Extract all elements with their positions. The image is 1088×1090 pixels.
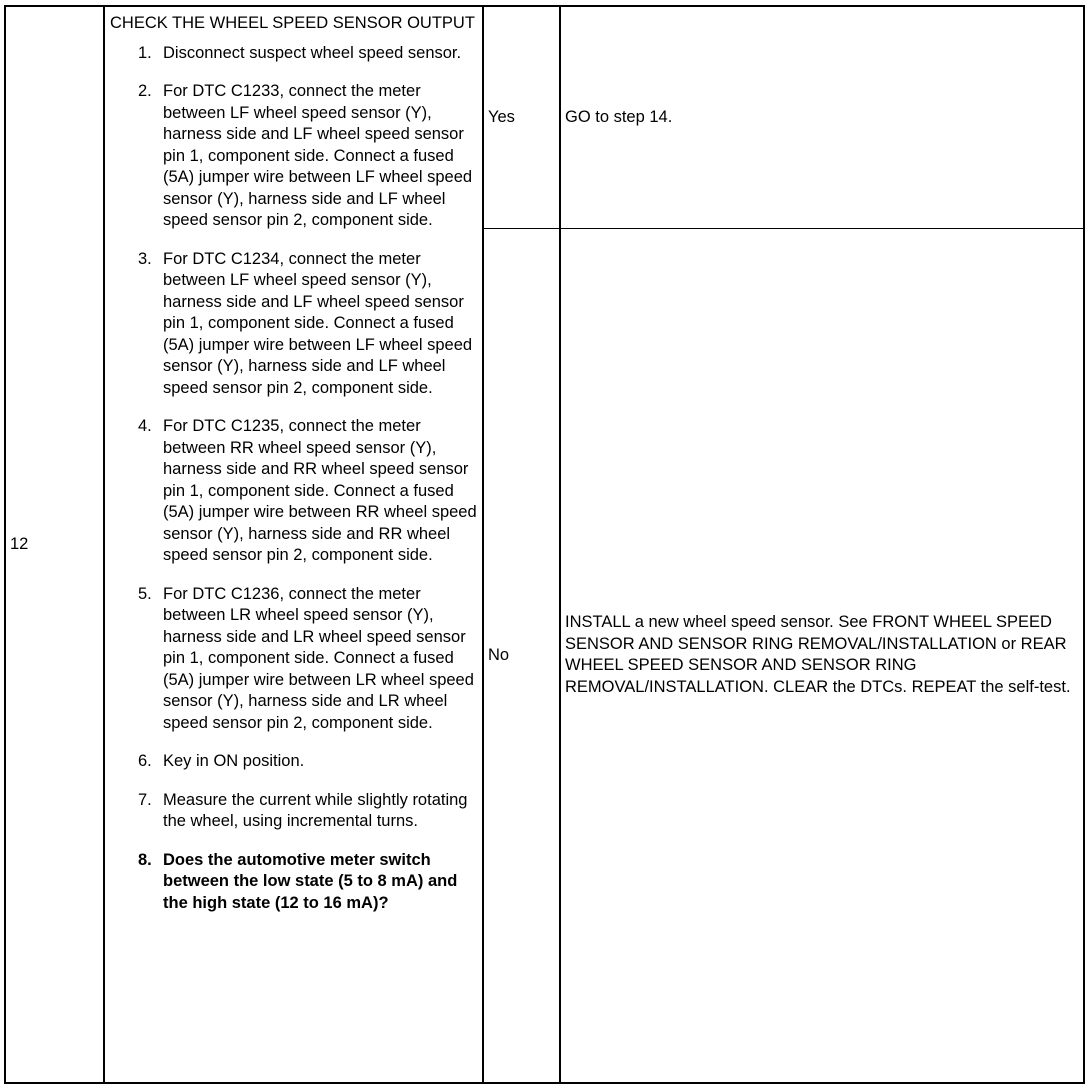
result-no-label: No	[488, 645, 510, 664]
step-title: CHECK THE WHEEL SPEED SENSOR OUTPUT	[110, 14, 475, 32]
action-item-5: 5. For DTC C1236, connect the meter between LR wheel speed sensor (Y), harness side and LR wheel speed sensor pin 1, component side. Connect a fused (5A) jumper wire between LR wheel speed sensor (Y), harness side and LR wheel speed sensor pin 2, component side.	[138, 584, 474, 732]
action-text: For DTC C1235, connect the meter between RR wheel speed sensor (Y), harness side and RR wheel speed sensor pin 1, component side. Connect a fused (5A) jumper wire between RR wheel speed sensor (Y), harness side and RR wheel speed sensor pin 2, component side.	[163, 417, 477, 564]
action-item-4: 4. For DTC C1235, connect the meter between RR wheel speed sensor (Y), harness side and RR wheel speed sensor pin 1, component side. Connect a fused (5A) jumper wire between RR wheel speed sensor (Y), harness side and RR wheel speed sensor pin 2, component side.	[138, 417, 477, 564]
action-item-6: 6. Key in ON position.	[138, 752, 305, 770]
action-item-8-question: 8. Does the automotive meter switch between the low state (5 to 8 mA) and the high state (12 to 16 mA)?	[138, 850, 458, 912]
action-list	[110, 43, 478, 915]
diagnostic-procedure-table	[4, 5, 1085, 1084]
action-text: Measure the current while slightly rotating the wheel, using incremental turns.	[163, 790, 468, 830]
step-number-cell	[5, 6, 104, 1083]
action-item-3: 3. For DTC C1234, connect the meter between LF wheel speed sensor (Y), harness side and LF wheel speed sensor pin 1, component side. Connect a fused (5A) jumper wire between LF wheel speed sensor (Y), harness side and LF wheel speed sensor pin 2, component side.	[138, 249, 473, 397]
action-text: For DTC C1233, connect the meter between LF wheel speed sensor (Y), harness side and LF wheel speed sensor pin 1, component side. Connect a fused (5A) jumper wire between LF wheel speed sensor (Y), harness side and LF wheel speed sensor pin 2, component side.	[163, 82, 473, 229]
result-yes-label: Yes	[488, 107, 515, 126]
result-yes-action: GO to step 14.	[565, 107, 673, 126]
question-text: Does the automotive meter switch between the low state (5 to 8 mA) and the high state (12 to 16 mA)?	[163, 850, 458, 912]
table-row	[5, 6, 1084, 228]
result-yes-cell	[483, 6, 560, 228]
action-item-2: 2. For DTC C1233, connect the meter between LF wheel speed sensor (Y), harness side and LF wheel speed sensor pin 1, component side. Connect a fused (5A) jumper wire between LF wheel speed sensor (Y), harness side and LF wheel speed sensor pin 2, component side.	[138, 82, 473, 229]
action-item-1: 1. Disconnect suspect wheel speed sensor.	[138, 43, 462, 62]
action-text: Key in ON position.	[163, 752, 305, 770]
step-number: 12	[10, 534, 29, 553]
action-text: For DTC C1234, connect the meter between LF wheel speed sensor (Y), harness side and LF wheel speed sensor pin 1, component side. Connect a fused (5A) jumper wire between LF wheel speed sensor (Y), harness side and LF wheel speed sensor pin 2, component side.	[163, 249, 473, 397]
result-yes-action-cell	[560, 6, 1084, 228]
result-no-action: INSTALL a new wheel speed sensor. See FRONT WHEEL SPEED SENSOR AND SENSOR RING REMOVAL/INSTALLATION or REAR WHEEL SPEED SENSOR AND SENSOR RING REMOVAL/INSTALLATION. CLEAR the DTCs. REPEAT the self-test.	[565, 613, 1071, 696]
test-step-cell	[104, 6, 483, 1083]
action-item-7: 7. Measure the current while slightly rotating the wheel, using incremental turns.	[138, 790, 468, 830]
result-no-cell	[483, 228, 560, 1083]
action-text: Disconnect suspect wheel speed sensor.	[163, 43, 462, 62]
action-text: For DTC C1236, connect the meter between LR wheel speed sensor (Y), harness side and LR wheel speed sensor pin 1, component side. Connect a fused (5A) jumper wire between LR wheel speed sensor (Y), harness side and LR wheel speed sensor pin 2, component side.	[163, 584, 474, 732]
result-no-action-cell	[560, 228, 1084, 1083]
